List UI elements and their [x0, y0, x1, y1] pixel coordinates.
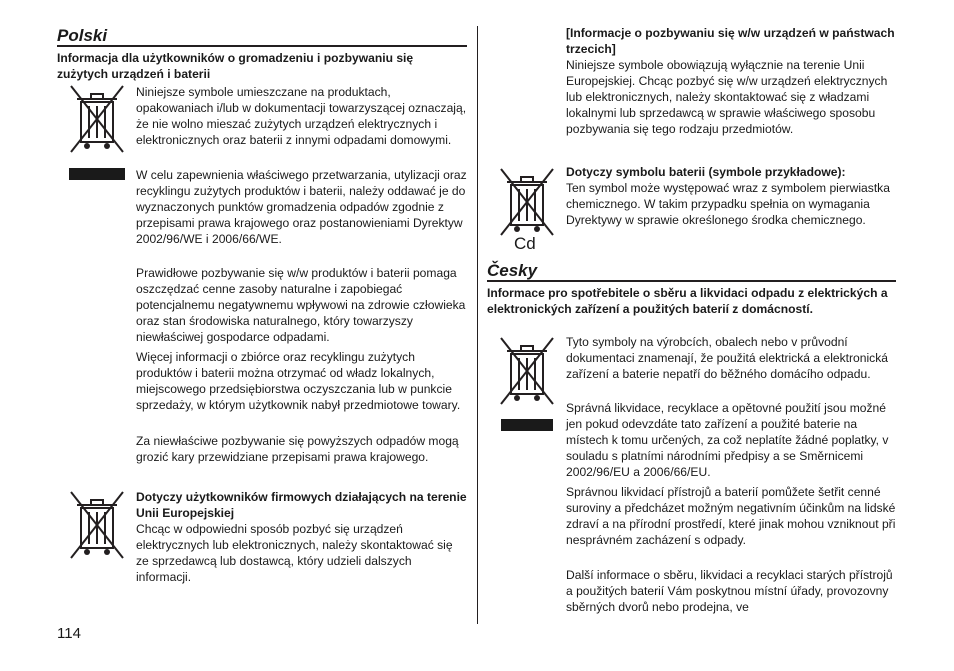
intro-title: Informacja dla użytkowników o gromadzeniu i pozbywaniu się zużytych urządzeń i baterii	[57, 51, 414, 81]
battery-title: Dotyczy symbolu baterii (symbole przykładowe):	[566, 165, 846, 179]
business-title: Dotyczy użytkowników firmowych działających na terenie Unii Europejskiej	[136, 490, 467, 520]
black-bar-symbol	[69, 168, 125, 180]
paragraph-3: Správnou likvidací přístrojů a baterií pomůžete šetřit cenné suroviny a předcházet možným negativním účinkům na lidské zdraví a na přírodní prostředí, které jinak mohou vzniknout při nesprávném zacházení s odpady.	[566, 485, 896, 547]
page-number: 114	[57, 625, 81, 642]
heading-rule	[487, 280, 896, 282]
crossed-bin-icon	[497, 336, 557, 406]
column-divider	[477, 26, 478, 624]
battery-text: Ten symbol może występować wraz z symbolem pierwiastka chemicznego. W takim przypadku spełnia on wymagania Dyrektywy w sprawie określonego środka chemicznego.	[566, 181, 890, 227]
heading-rule	[57, 45, 467, 47]
business-text: Chcąc w odpowiedni sposób pozbyć się urządzeń elektrycznych lub elektronicznych, należy skontaktować się ze sprzedawcą lub dostawcą, który udzieli dalszych informacji.	[136, 522, 453, 584]
paragraph-4: Więcej informacji o zbiórce oraz recyklingu zużytych produktów i baterii można otrzymać od władz lokalnych, miejscowego przedsiębiorstwa oczyszczania lub w punkcie sprzedaży, w którym użytkownik nabył przedmiotowe towary.	[136, 350, 461, 412]
intro-title: Informace pro spotřebitele o sběru a likvidaci odpadu z elektrických a elektronických zařízení a použitých baterií z domácností.	[487, 286, 888, 316]
section-heading-cesky: Česky	[487, 261, 538, 280]
outside-eu-text: Niniejsze symbole obowiązują wyłącznie na terenie Unii Europejskiej. Chcąc pozbyć się w/w urządzeń elektrycznych lub elektronicznych, należy skontaktować się z władzami lokalnymi lub sprzedawcą w sprawie właściwego sposobu pozbywania się tego rodzaju przedmiotów.	[566, 58, 888, 136]
paragraph-3: Prawidłowe pozbywanie się w/w produktów i baterii pomaga oszczędzać cenne zasoby naturalne i zapobiegać potencjalnemu negatywnemu wpływowi na zdrowie człowieka oraz stan środowiska naturalnego, który towarzyszy niewłaściwej gospodarce odpadami.	[136, 266, 466, 344]
crossed-bin-icon	[67, 490, 127, 560]
outside-eu-title: [Informacje o pozbywaniu się w/w urządzeń w państwach trzecich]	[566, 26, 895, 56]
paragraph-4: Další informace o sběru, likvidaci a recyklaci starých přístrojů a použitých baterií Vám poskytnou místní úřady, provozovny sběrných dvorů nebo prodejna, ve	[566, 568, 893, 614]
paragraph-5: Za niewłaściwe pozbywanie się powyższych odpadów mogą grozić kary przewidziane przepisami prawa krajowego.	[136, 434, 459, 464]
black-bar-symbol	[501, 419, 553, 431]
cd-symbol-label: Cd	[514, 234, 536, 253]
paragraph-2: W celu zapewnienia właściwego przetwarzania, utylizacji oraz recyklingu zużytych produktów i baterii, należy oddawać je do wyznaczonych punktów gromadzenia odpadów zgodnie z przepisami prawa krajowego oraz postanowieniami Dyrektyw 2002/96/WE i 2006/66/WE.	[136, 168, 467, 246]
paragraph-1: Niniejsze symbole umieszczane na produktach, opakowaniach i/lub w dokumentacji towarzyszącej oznaczają, że nie wolno mieszać zużytych urządzeń elektrycznych i elektronicznych oraz baterii z innymi odpadami domowymi.	[136, 85, 467, 147]
paragraph-1: Tyto symboly na výrobcích, obalech nebo v průvodní dokumentaci znamenají, že použitá elektrická a elektronická zařízení a baterie nepatří do běžného domácího odpadu.	[566, 335, 888, 381]
paragraph-2: Správná likvidace, recyklace a opětovné použití jsou možné jen pokud odevzdáte tato zařízení a použité baterie na místech k tomu určených, za což neplatíte žádné poplatky, v souladu s platními národními předpisy a se Směrnicemi 2002/96/EU a 2006/66/EU.	[566, 401, 889, 479]
crossed-bin-icon	[67, 84, 127, 154]
section-heading-polski: Polski	[57, 26, 108, 45]
